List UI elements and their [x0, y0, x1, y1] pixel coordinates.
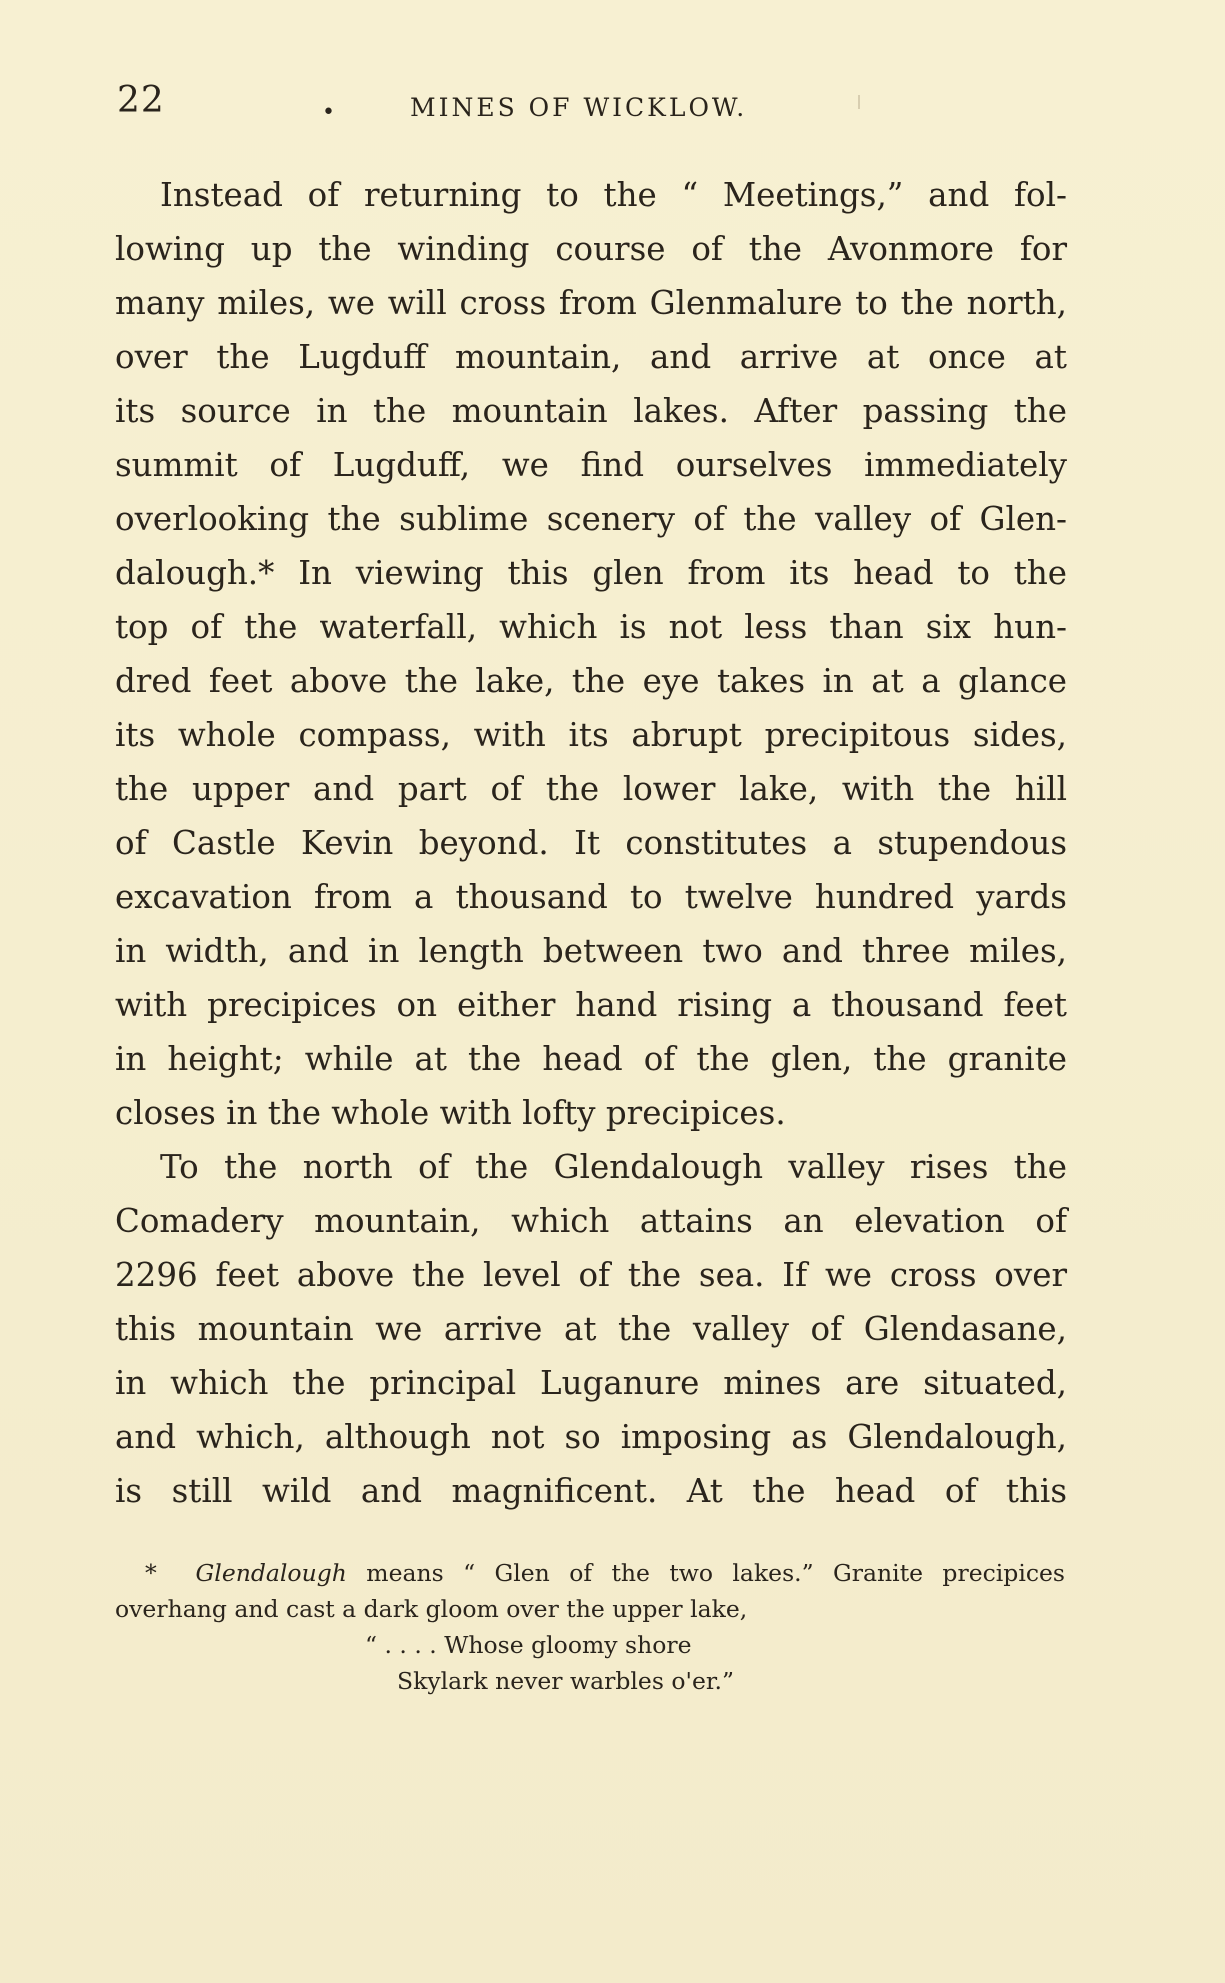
footnote-marker: * — [145, 1559, 157, 1587]
text-line: over the Lugduff mountain, and arrive at once at — [115, 338, 1067, 376]
stray-ink-mark — [858, 95, 860, 109]
text-line: and which, although not so imposing as Glendalough, — [115, 1418, 1067, 1456]
text-line: top of the waterfall, which is not less than six hun- — [115, 608, 1067, 646]
footnote — [115, 1555, 1065, 1699]
footnote-term: Glendalough — [195, 1559, 347, 1587]
running-head: MINES OF WICKLOW. — [410, 93, 748, 122]
footnote-line-rest: means “ Glen of the two lakes.” Granite precipices — [346, 1559, 1065, 1587]
stray-ink-dot: • — [322, 100, 335, 125]
text-line: Comadery mountain, which attains an elevation of — [115, 1202, 1067, 1240]
text-line: dred feet above the lake, the eye takes in at a glance — [115, 662, 1067, 700]
text-line: the upper and part of the lower lake, with the hill — [115, 770, 1067, 808]
text-line: lowing up the winding course of the Avonmore for — [115, 230, 1067, 268]
text-line: this mountain we arrive at the valley of Glendasane, — [115, 1310, 1067, 1348]
text-line: with precipices on either hand rising a thousand feet — [115, 986, 1067, 1024]
text-line: its whole compass, with its abrupt precipitous sides, — [115, 716, 1067, 754]
footnote-line — [115, 1555, 1065, 1591]
text-line: its source in the mountain lakes. After passing the — [115, 392, 1067, 430]
footnote-verse-line: “ . . . . Whose gloomy shore — [365, 1631, 692, 1659]
text-line: of Castle Kevin beyond. It constitutes a stupendous — [115, 824, 1067, 862]
text-line: closes in the whole with lofty precipices. — [115, 1094, 786, 1132]
text-line: excavation from a thousand to twelve hundred yards — [115, 878, 1067, 916]
text-line: Instead of returning to the “ Meetings,” and fol- — [160, 176, 1067, 214]
text-line: overlooking the sublime scenery of the valley of Glen- — [115, 500, 1067, 538]
text-line: in height; while at the head of the glen, the granite — [115, 1040, 1067, 1078]
text-line: summit of Lugduff, we find ourselves immediately — [115, 446, 1067, 484]
text-line: in which the principal Luganure mines are situated, — [115, 1364, 1067, 1402]
body-text — [115, 168, 1067, 1518]
text-line: many miles, we will cross from Glenmalure to the north, — [115, 284, 1067, 322]
page-number: 22 — [117, 80, 165, 121]
text-line: dalough.* In viewing this glen from its head to the — [115, 554, 1067, 592]
footnote-line: overhang and cast a dark gloom over the upper lake, — [115, 1595, 748, 1623]
footnote-verse-line: Skylark never warbles o'er.” — [397, 1667, 735, 1695]
text-line: in width, and in length between two and three miles, — [115, 932, 1067, 970]
text-line: To the north of the Glendalough valley rises the — [160, 1148, 1067, 1186]
text-line: is still wild and magnificent. At the head of this — [115, 1472, 1067, 1510]
text-line: 2296 feet above the level of the sea. If we cross over — [115, 1256, 1067, 1294]
